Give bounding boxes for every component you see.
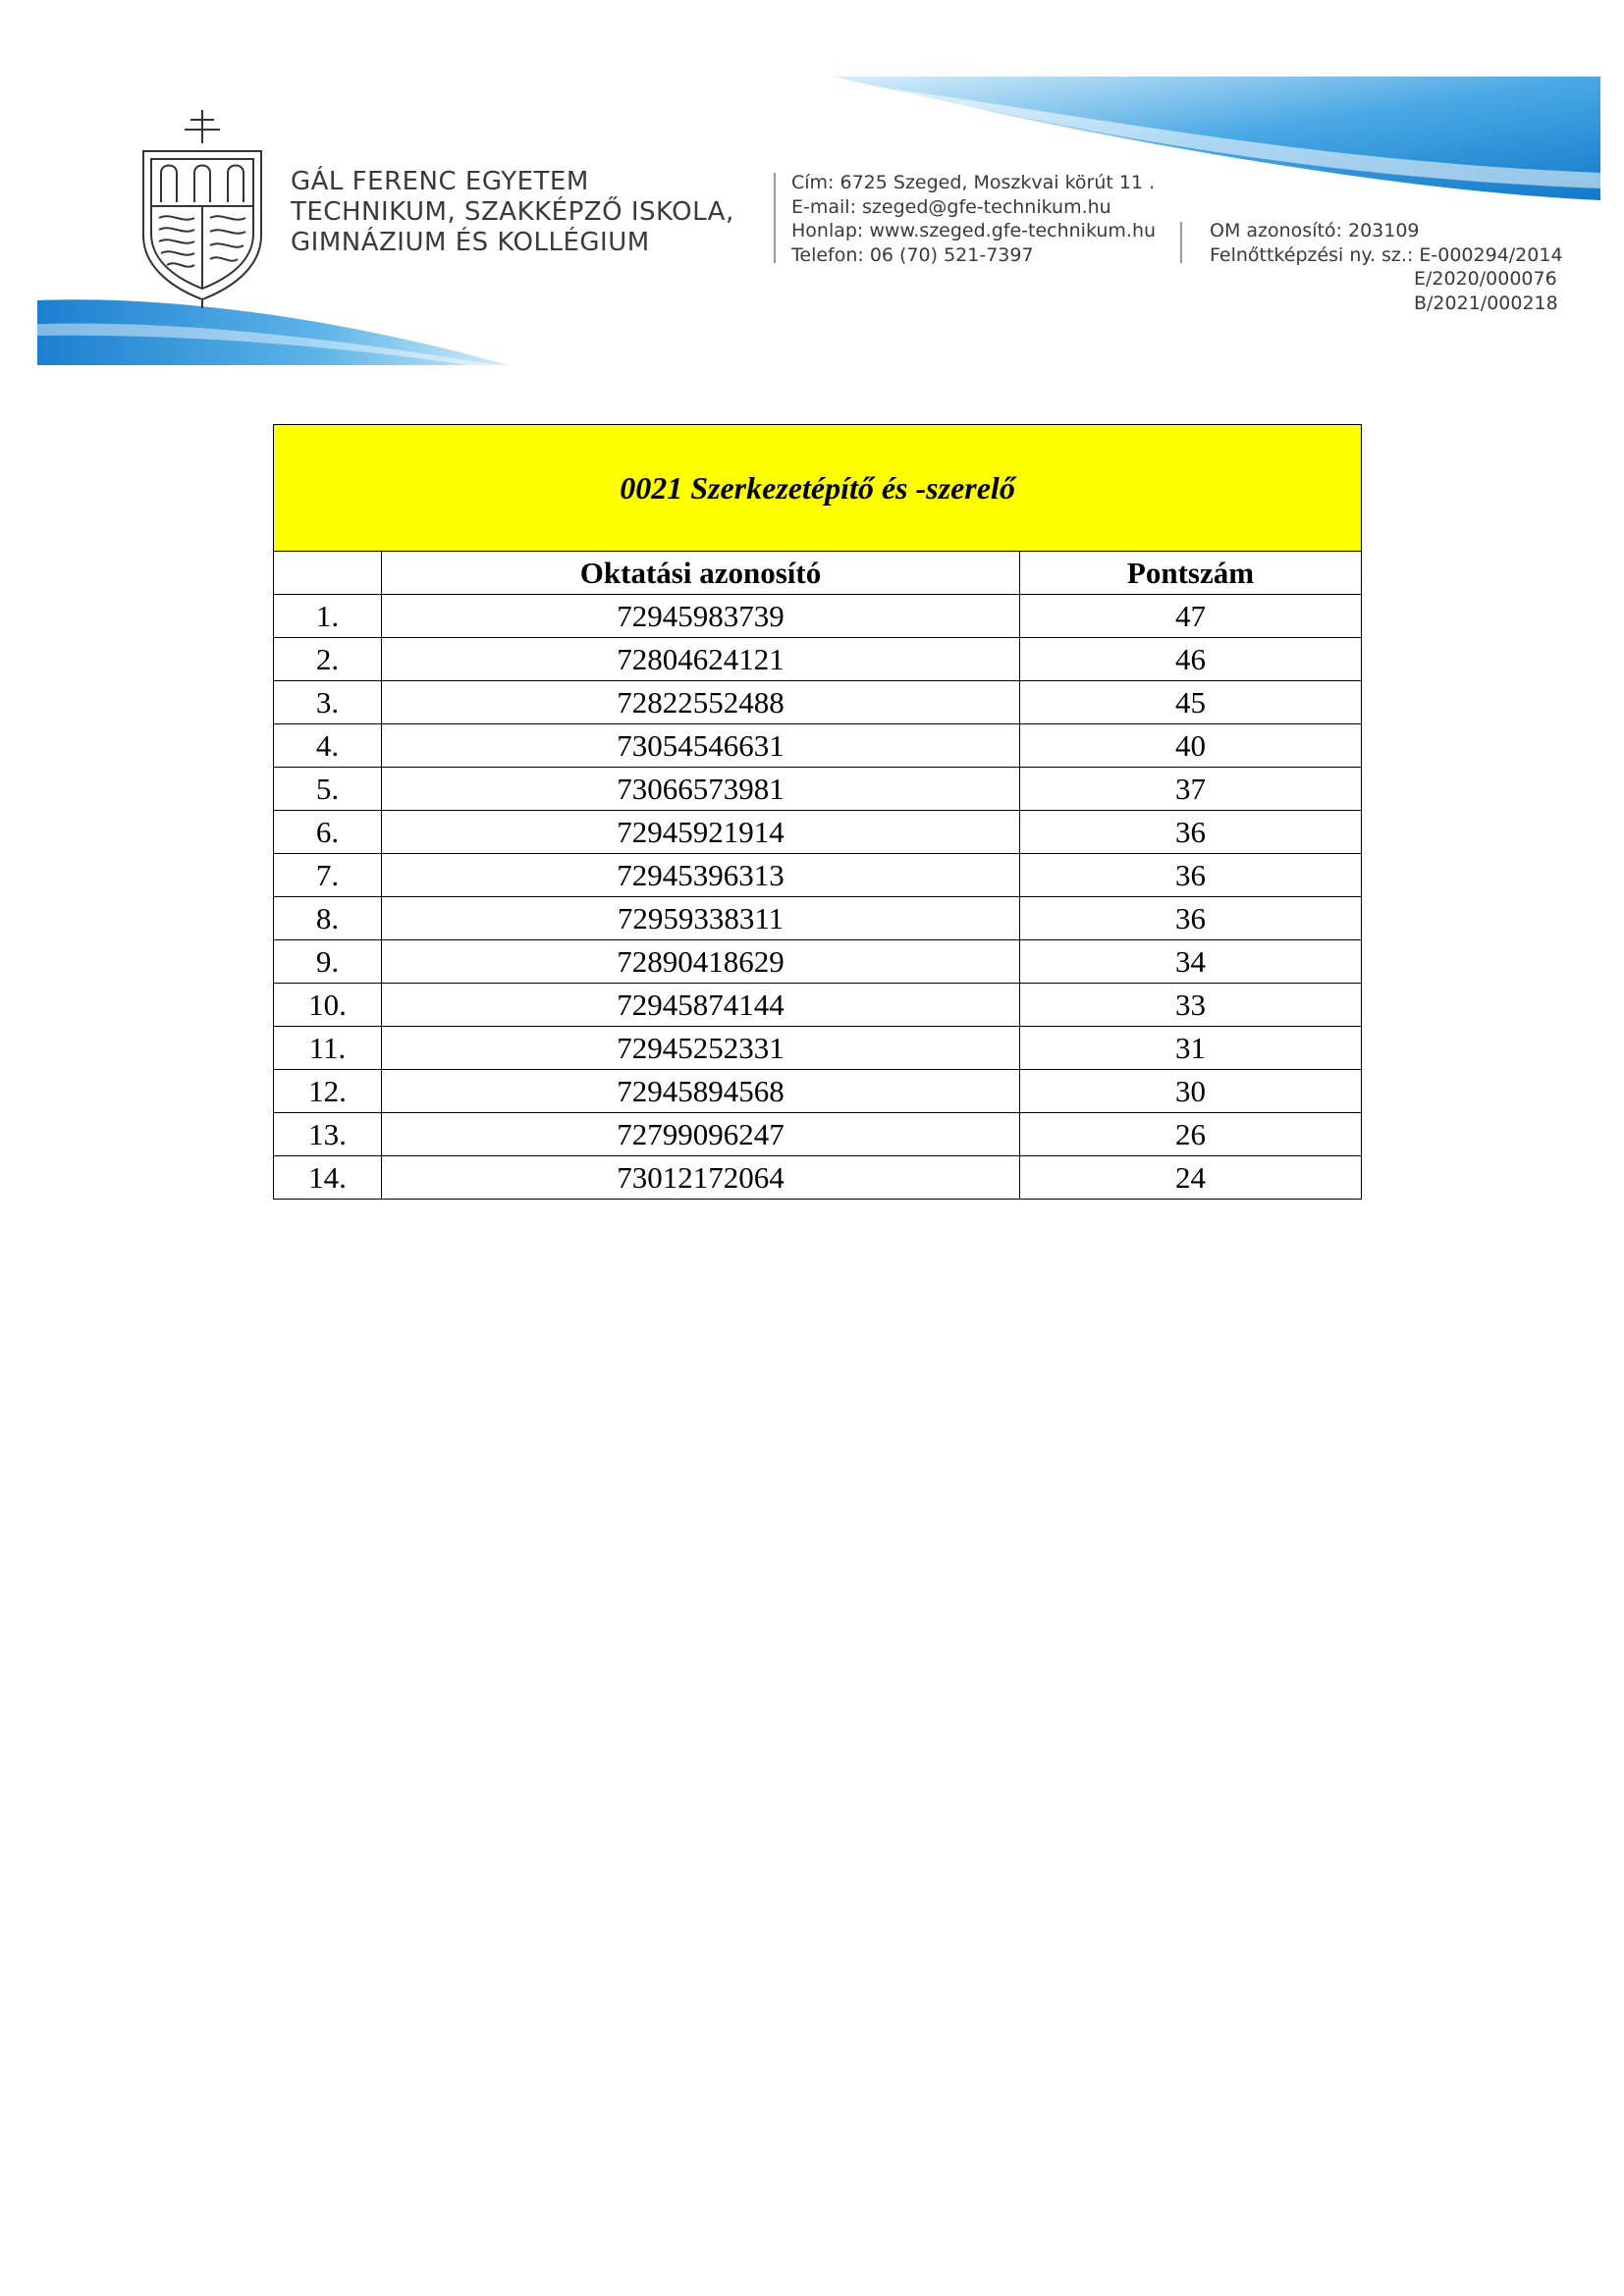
row-index: 14. [274,1156,382,1200]
row-points: 33 [1020,984,1362,1027]
table-row [274,1070,1362,1113]
school-name-line-3: GIMNÁZIUM ÉS KOLLÉGIUM [291,228,650,257]
table-row [274,984,1362,1027]
row-index: 12. [274,1070,382,1113]
header-id: Oktatási azonosító [382,552,1020,595]
row-student-id: 72959338311 [382,897,1020,940]
contact-divider [774,173,776,263]
school-crest-logo [137,108,267,309]
row-student-id: 72945894568 [382,1070,1020,1113]
row-points: 36 [1020,811,1362,854]
row-index: 13. [274,1113,382,1156]
registration-info [1210,219,1563,315]
registration-number-b: B/2021/000218 [1414,292,1558,314]
row-points: 45 [1020,681,1362,724]
row-index: 3. [274,681,382,724]
registration-divider [1180,222,1182,263]
row-points: 37 [1020,768,1362,811]
row-student-id: 72822552488 [382,681,1020,724]
contact-email: E-mail: szeged@gfe-technikum.hu [791,195,1111,218]
row-student-id: 73012172064 [382,1156,1020,1200]
contact-website: Honlap: www.szeged.gfe-technikum.hu [791,220,1157,241]
table-title: 0021 Szerkezetépítő és -szerelő [274,425,1362,552]
row-index: 1. [274,595,382,638]
row-points: 31 [1020,1027,1362,1070]
row-points: 47 [1020,595,1362,638]
row-index: 6. [274,811,382,854]
row-student-id: 72945252331 [382,1027,1020,1070]
table-row [274,940,1362,984]
row-student-id: 72945983739 [382,595,1020,638]
table-title-row [274,425,1362,552]
contact-phone: Telefon: 06 (70) 521-7397 [791,243,1034,266]
school-name [291,167,734,258]
row-points: 40 [1020,724,1362,768]
table-row [274,854,1362,897]
header-index [274,552,382,595]
om-id: OM azonosító: 203109 [1210,220,1420,241]
table-row [274,897,1362,940]
table-row [274,1156,1362,1200]
row-index: 9. [274,940,382,984]
row-student-id: 73066573981 [382,768,1020,811]
row-student-id: 72945874144 [382,984,1020,1027]
row-student-id: 72804624121 [382,638,1020,681]
row-points: 46 [1020,638,1362,681]
school-name-line-1: GÁL FERENC EGYETEM [291,167,589,196]
row-points: 24 [1020,1156,1362,1200]
adult-education-number: Felnőttképzési ny. sz.: E-000294/2014 [1210,243,1563,266]
letterhead [0,0,1624,373]
contact-info [791,171,1156,267]
header-points: Pontszám [1020,552,1362,595]
table-row [274,595,1362,638]
table-row [274,811,1362,854]
table-row [274,1113,1362,1156]
row-points: 36 [1020,854,1362,897]
results-table [273,424,1362,1200]
school-name-line-2: TECHNIKUM, SZAKKÉPZŐ ISKOLA, [291,197,734,227]
row-student-id: 72945921914 [382,811,1020,854]
row-points: 34 [1020,940,1362,984]
row-index: 11. [274,1027,382,1070]
table-row [274,724,1362,768]
row-index: 2. [274,638,382,681]
contact-address: Cím: 6725 Szeged, Moszkvai körút 11 . [791,172,1156,193]
table-row [274,638,1362,681]
table-header-row [274,552,1362,595]
row-points: 26 [1020,1113,1362,1156]
row-index: 5. [274,768,382,811]
blue-wave-bottom-decoration [37,294,509,365]
table-row [274,681,1362,724]
row-student-id: 73054546631 [382,724,1020,768]
registration-number-e: E/2020/000076 [1414,268,1557,290]
row-index: 4. [274,724,382,768]
row-index: 10. [274,984,382,1027]
row-points: 30 [1020,1070,1362,1113]
row-student-id: 72799096247 [382,1113,1020,1156]
row-index: 8. [274,897,382,940]
row-student-id: 72890418629 [382,940,1020,984]
row-points: 36 [1020,897,1362,940]
table-row [274,1027,1362,1070]
table-row [274,768,1362,811]
row-index: 7. [274,854,382,897]
row-student-id: 72945396313 [382,854,1020,897]
